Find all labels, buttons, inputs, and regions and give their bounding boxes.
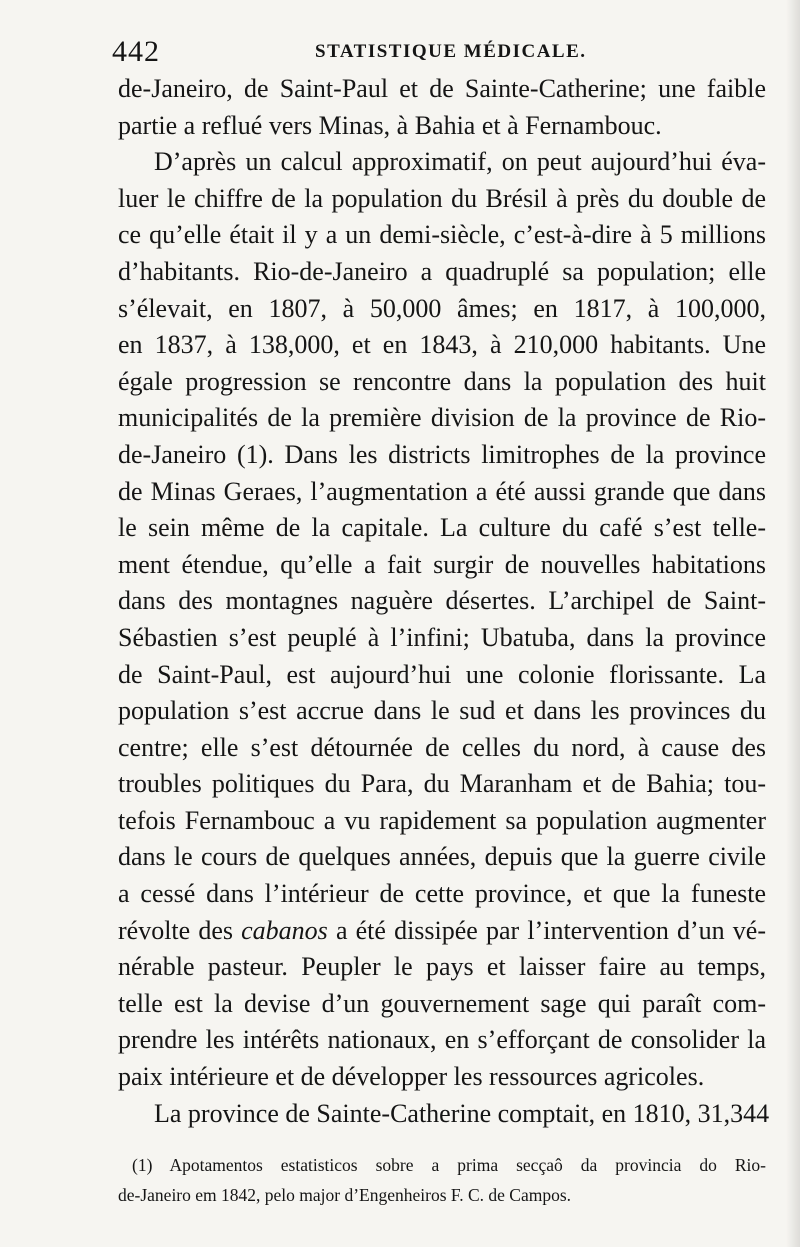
text-line: population s’est accrue dans le sud et dans les provinces du	[118, 696, 766, 726]
text-line: s’élevait, en 1807, à 50,000 âmes; en 1817, à 100,000,	[118, 293, 766, 323]
text-line: Sébastien s’est peuplé à l’infini; Ubatuba, dans la province	[118, 622, 766, 652]
italic-term: cabanos	[241, 915, 328, 945]
text-line: de Minas Geraes, l’augmentation a été aussi grande que dans	[118, 476, 766, 506]
paragraph-start-line: La province de Sainte-Catherine comptait, en 1810, 31,344	[154, 1098, 770, 1128]
text-line: luer le chiffre de la population du Brésil à près du double de	[118, 183, 766, 213]
text-line: égale progression se rencontre dans la population des huit	[118, 366, 766, 396]
text-line: telle est la devise d’un gouvernement sage qui paraît com-	[118, 988, 766, 1018]
text-line: prendre les intérêts nationaux, en s’efforçant de consolider la	[118, 1025, 766, 1055]
page-header	[110, 34, 770, 70]
text-line: d’habitants. Rio-de-Janeiro a quadruplé sa population; elle	[118, 256, 766, 286]
text-line: ce qu’elle était il y a un demi-siècle, c’est-à-dire à 5 millions	[118, 220, 766, 250]
text-line: dans des montagnes naguère désertes. L’archipel de Saint-	[118, 586, 766, 616]
text-line: de Saint-Paul, est aujourd’hui une colonie florissante. La	[118, 659, 766, 689]
text-line: municipalités de la première division de la province de Rio-	[118, 403, 766, 433]
text-line: révolte des cabanos a été dissipée par l’intervention d’un vé-	[118, 915, 766, 945]
text-line: de-Janeiro, de Saint-Paul et de Sainte-Catherine; une faible	[118, 74, 766, 103]
paragraph-start-line: D’après un calcul approximatif, on peut aujourd’hui éva-	[154, 147, 766, 177]
text-line: paix intérieure et de développer les ressources agricoles.	[118, 1062, 705, 1092]
page-edge-shadow	[786, 0, 800, 1247]
text-line: a cessé dans l’intérieur de cette province, et que la funeste	[118, 879, 766, 909]
footnote-line: (1) Apotamentos estatisticos sobre a prima secçaô da provincia do Rio-	[132, 1155, 766, 1175]
text-line: en 1837, à 138,000, et en 1843, à 210,000 habitants. Une	[118, 330, 766, 360]
running-title: STATISTIQUE MÉDICALE.	[315, 41, 587, 62]
text-line: dans le cours de quelques années, depuis que la guerre civile	[118, 842, 766, 872]
text-line: tefois Fernambouc a vu rapidement sa population augmenter	[118, 805, 766, 835]
body-text	[118, 71, 770, 1132]
footnotes	[118, 1150, 766, 1210]
text-line: partie a reflué vers Minas, à Bahia et à Fernambouc.	[118, 110, 662, 140]
text-line: troubles politiques du Para, du Maranham et de Bahia; tou-	[118, 769, 766, 799]
text-line: centre; elle s’est détournée de celles du nord, à cause des	[118, 732, 766, 762]
text-line: de-Janeiro (1). Dans les districts limitrophes de la province	[118, 439, 766, 469]
text-line: nérable pasteur. Peupler le pays et laisser faire au temps,	[118, 952, 766, 982]
page-number: 442	[112, 35, 160, 68]
text-line: ment étendue, qu’elle a fait surgir de nouvelles habitations	[118, 549, 766, 579]
text-line: le sein même de la capitale. La culture du café s’est telle-	[118, 513, 766, 543]
footnote-line: de-Janeiro em 1842, pelo major d’Engenheiros F. C. de Campos.	[118, 1185, 572, 1205]
